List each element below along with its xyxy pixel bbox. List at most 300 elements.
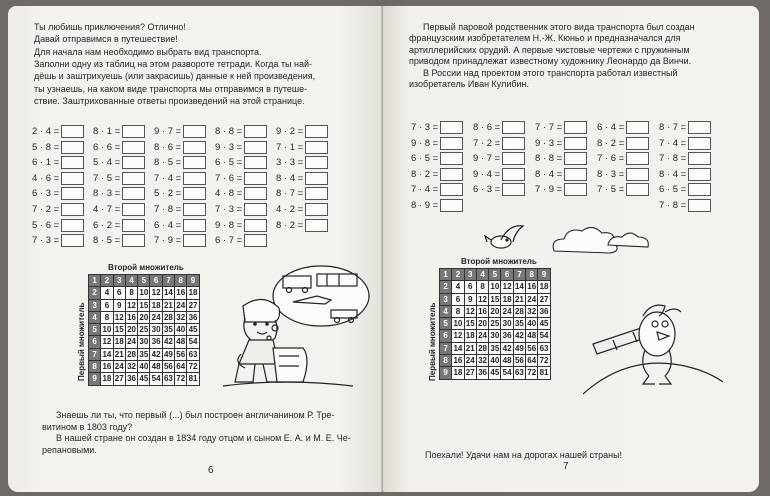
problem-text: 9 · 8 = <box>215 219 243 231</box>
problem-text: 8 · 5 = <box>154 157 182 169</box>
right-page <box>383 6 759 492</box>
table-cell[interactable]: 45 <box>139 374 149 384</box>
table-cell[interactable]: 32 <box>176 312 186 322</box>
problem-text: 6 · 1 = <box>32 157 60 169</box>
multiplication-problem <box>597 168 649 181</box>
answer-box[interactable] <box>564 168 587 181</box>
table-cell[interactable]: 28 <box>514 306 524 316</box>
table-cell[interactable]: 35 <box>514 319 524 329</box>
table-cell[interactable]: 8 <box>101 311 113 323</box>
table-cell: 1 <box>440 269 452 281</box>
table-cell[interactable]: 72 <box>539 356 549 366</box>
multiplication-problem <box>535 121 587 134</box>
table-cell: 2 <box>452 269 464 281</box>
table-row <box>89 373 200 385</box>
problem-text: 7 · 5 = <box>597 184 625 196</box>
table-cell[interactable]: 45 <box>490 368 500 378</box>
problem-text: 5 · 8 = <box>32 141 60 153</box>
multiplication-problem <box>276 219 328 232</box>
answer-box[interactable] <box>61 156 84 169</box>
table-cell[interactable]: 28 <box>127 349 136 359</box>
multiplication-problem <box>659 183 711 196</box>
table-cell[interactable]: 42 <box>151 349 161 359</box>
problem-text: 7 · 1 = <box>276 141 304 153</box>
table-cell[interactable]: 36 <box>188 312 198 322</box>
table-row <box>89 275 200 287</box>
answer-box[interactable] <box>122 141 145 154</box>
multiplication-problem <box>473 137 525 150</box>
answer-box[interactable] <box>564 121 587 134</box>
answer-box[interactable] <box>440 121 463 134</box>
table-cell[interactable]: 28 <box>478 343 487 353</box>
table-row <box>89 348 200 360</box>
right-bottom-text: Поехали! Удачи нам на дорогах нашей страны! <box>425 450 623 460</box>
table-cell[interactable]: 24 <box>151 312 161 322</box>
answer-box[interactable] <box>626 183 649 196</box>
answer-box[interactable] <box>502 168 525 181</box>
table-cell: 8 <box>89 361 101 373</box>
table-cell: 9 <box>187 275 199 287</box>
problem-text: 7 · 2 = <box>473 137 501 149</box>
answer-box[interactable] <box>688 152 711 165</box>
answer-box[interactable] <box>244 234 267 247</box>
answer-box[interactable] <box>305 172 328 185</box>
answer-box[interactable] <box>688 168 711 181</box>
problem-text: 8 · 9 = <box>411 199 439 211</box>
table-row <box>440 269 551 281</box>
text-line: ты узнаешь, на каком виде транспорта мы отправимся в путеше- <box>34 83 308 94</box>
table-cell[interactable]: 12 <box>102 337 112 347</box>
table-cell[interactable]: 35 <box>490 343 500 353</box>
multiplication-problem <box>93 141 145 154</box>
table-cell[interactable]: 27 <box>114 374 124 384</box>
table-cell[interactable]: 28 <box>163 312 173 322</box>
table-cell[interactable]: 12 <box>114 312 124 322</box>
answer-box[interactable] <box>61 141 84 154</box>
table-cell[interactable]: 40 <box>139 362 149 372</box>
answer-box[interactable] <box>61 234 84 247</box>
table-row <box>440 367 551 379</box>
table-cell[interactable]: 20 <box>478 319 487 329</box>
table-cell[interactable]: 35 <box>139 349 149 359</box>
table-cell[interactable]: 6 <box>452 293 464 305</box>
table-cell[interactable]: 24 <box>114 362 124 372</box>
table-cell[interactable]: 12 <box>465 306 475 316</box>
table-cell: 2 <box>89 287 101 299</box>
table-cell: 3 <box>440 293 452 305</box>
table-cell[interactable]: 64 <box>527 356 537 366</box>
table-cell[interactable]: 36 <box>539 306 549 316</box>
answer-box[interactable] <box>440 183 463 196</box>
table-cell[interactable]: 10 <box>102 325 112 335</box>
table-cell[interactable]: 18 <box>465 331 475 341</box>
table-cell[interactable]: 54 <box>151 374 161 384</box>
table-cell[interactable]: 56 <box>163 362 173 372</box>
multiplication-problem <box>154 234 206 247</box>
table-cell[interactable]: 27 <box>188 300 198 310</box>
multiplication-problem <box>154 141 206 154</box>
table-cell[interactable]: 20 <box>490 306 500 316</box>
table-cell[interactable]: 18 <box>102 374 112 384</box>
table-cell[interactable]: 40 <box>527 319 537 329</box>
table-cell[interactable]: 10 <box>490 282 500 292</box>
answer-box[interactable] <box>61 125 84 138</box>
table-cell[interactable]: 49 <box>163 349 173 359</box>
table-cell[interactable]: 4 <box>452 281 464 293</box>
table-cell[interactable]: 9 <box>113 299 125 311</box>
answer-box[interactable] <box>183 234 206 247</box>
table-cell[interactable]: 18 <box>151 300 161 310</box>
problem-text: 4 · 8 = <box>215 188 243 200</box>
table-cell[interactable]: 24 <box>465 356 475 366</box>
answer-box[interactable] <box>183 187 206 200</box>
answer-box[interactable] <box>440 168 463 181</box>
table-row <box>89 361 200 373</box>
table-cell[interactable]: 30 <box>502 319 512 329</box>
multiplication-problem <box>659 199 711 212</box>
table-cell: 5 <box>138 275 150 287</box>
multiplication-problem <box>276 125 328 138</box>
problem-text: 7 · 3 = <box>411 121 439 133</box>
table-cell[interactable]: 49 <box>514 343 524 353</box>
multiplication-problem <box>411 137 463 150</box>
answer-box[interactable] <box>122 156 145 169</box>
problem-text: 6 · 2 = <box>93 219 121 231</box>
problem-text: 4 · 6 = <box>32 172 60 184</box>
table-cell[interactable]: 25 <box>490 319 500 329</box>
table-cell[interactable]: 72 <box>527 368 537 378</box>
answer-box[interactable] <box>244 125 267 138</box>
table-cell[interactable]: 16 <box>453 356 463 366</box>
table-cell[interactable]: 72 <box>176 374 186 384</box>
multiplication-problem <box>597 183 649 196</box>
answer-box[interactable] <box>183 203 206 216</box>
table-cell[interactable]: 64 <box>176 362 186 372</box>
table-cell[interactable]: 24 <box>176 300 186 310</box>
table-cell[interactable]: 16 <box>127 312 136 322</box>
multiplication-problem <box>276 141 328 154</box>
table-cell: 3 <box>464 269 476 281</box>
table-cell[interactable]: 16 <box>478 306 487 316</box>
table-cell[interactable]: 4 <box>101 287 113 299</box>
table-cell: 4 <box>476 269 488 281</box>
answer-box[interactable] <box>502 137 525 150</box>
table-cell[interactable]: 32 <box>127 362 136 372</box>
table-cell: 7 <box>440 342 452 354</box>
multiplication-problem <box>215 234 267 247</box>
table-cell[interactable]: 24 <box>127 337 136 347</box>
multiplication-problem <box>32 187 84 200</box>
table-cell[interactable]: 10 <box>453 319 463 329</box>
answer-box[interactable] <box>564 183 587 196</box>
table-cell[interactable]: 18 <box>539 282 549 292</box>
answer-box[interactable] <box>183 172 206 185</box>
table-cell[interactable]: 20 <box>139 312 149 322</box>
text-line: артиллерийских орудий. А первые чистовые чертежи с пружинным <box>409 44 690 55</box>
multiplication-problem <box>154 203 206 216</box>
answer-box[interactable] <box>305 125 328 138</box>
table-cell[interactable]: 18 <box>114 337 124 347</box>
table-cell[interactable]: 14 <box>163 288 173 298</box>
table-cell[interactable]: 27 <box>465 368 475 378</box>
table-cell[interactable]: 42 <box>502 343 512 353</box>
answer-box[interactable] <box>564 152 587 165</box>
table-cell[interactable]: 48 <box>527 331 537 341</box>
table-row <box>440 305 551 317</box>
table-cell: 5 <box>89 324 101 336</box>
problem-text: 4 · 2 = <box>276 203 304 215</box>
answer-box[interactable] <box>502 183 525 196</box>
answer-box[interactable] <box>626 121 649 134</box>
table-cell[interactable]: 12 <box>478 294 487 304</box>
text-line: Ты любишь приключения? Отлично! <box>34 22 186 32</box>
table-cell[interactable]: 24 <box>478 331 487 341</box>
answer-box[interactable] <box>688 137 711 150</box>
table-cell[interactable]: 42 <box>163 337 173 347</box>
table-cell[interactable]: 15 <box>465 319 475 329</box>
table-cell[interactable]: 63 <box>539 343 549 353</box>
answer-box[interactable] <box>61 203 84 216</box>
table-cell[interactable]: 72 <box>188 362 198 372</box>
answer-box[interactable] <box>688 199 711 212</box>
answer-box[interactable] <box>122 125 145 138</box>
table-cell[interactable]: 15 <box>139 300 149 310</box>
table-cell[interactable]: 54 <box>188 337 198 347</box>
table-cell[interactable]: 40 <box>490 356 500 366</box>
answer-box[interactable] <box>122 203 145 216</box>
table-cell[interactable]: 16 <box>527 282 537 292</box>
boy-thinking-about-transport-illustration <box>213 256 373 396</box>
table-cell[interactable]: 16 <box>102 362 112 372</box>
multiplication-problem <box>597 121 649 134</box>
answer-box[interactable] <box>122 187 145 200</box>
table-cell[interactable]: 56 <box>527 343 537 353</box>
table-cell[interactable]: 42 <box>514 331 524 341</box>
table-cell: 3 <box>89 299 101 311</box>
table-cell[interactable]: 32 <box>527 306 537 316</box>
table-cell[interactable]: 48 <box>176 337 186 347</box>
answer-box[interactable] <box>61 172 84 185</box>
table-cell: 9 <box>440 367 452 379</box>
problem-text: 7 · 9 = <box>154 235 182 247</box>
table-cell[interactable]: 81 <box>539 368 549 378</box>
table-cell[interactable]: 18 <box>453 368 463 378</box>
table-cell[interactable]: 9 <box>464 293 476 305</box>
table-cell[interactable]: 48 <box>151 362 161 372</box>
left-table-side-title: Первый множитель <box>77 302 86 381</box>
problem-text: 8 · 3 = <box>597 168 625 180</box>
table-cell[interactable]: 35 <box>163 325 173 335</box>
table-cell[interactable]: 54 <box>502 368 512 378</box>
multiplication-problem <box>32 219 84 232</box>
answer-box[interactable] <box>244 187 267 200</box>
table-cell[interactable]: 63 <box>188 349 198 359</box>
problem-text: 8 · 6 = <box>473 121 501 133</box>
problem-text: 8 · 7 = <box>276 188 304 200</box>
answer-box[interactable] <box>626 168 649 181</box>
answer-box[interactable] <box>564 137 587 150</box>
multiplication-problem <box>535 152 587 165</box>
answer-box[interactable] <box>305 156 328 169</box>
table-cell[interactable]: 12 <box>502 282 512 292</box>
table-cell[interactable]: 45 <box>539 319 549 329</box>
table-cell[interactable]: 36 <box>151 337 161 347</box>
table-cell[interactable]: 20 <box>127 325 136 335</box>
multiplication-problem <box>32 172 84 185</box>
table-cell[interactable]: 36 <box>478 368 487 378</box>
multiplication-problem <box>473 152 525 165</box>
table-cell[interactable]: 6 <box>464 281 476 293</box>
table-cell[interactable]: 24 <box>502 306 512 316</box>
problem-text: 6 · 5 = <box>411 153 439 165</box>
table-cell[interactable]: 21 <box>465 343 475 353</box>
table-cell[interactable]: 21 <box>114 349 124 359</box>
table-cell[interactable]: 32 <box>478 356 487 366</box>
answer-box[interactable] <box>502 121 525 134</box>
answer-box[interactable] <box>122 172 145 185</box>
problem-text: 7 · 2 = <box>32 203 60 215</box>
table-cell[interactable]: 14 <box>514 282 524 292</box>
table-cell[interactable]: 15 <box>490 294 500 304</box>
table-cell[interactable]: 24 <box>527 294 537 304</box>
answer-box[interactable] <box>502 152 525 165</box>
table-cell[interactable]: 6 <box>101 299 113 311</box>
multiplication-problem <box>473 183 525 196</box>
table-cell[interactable]: 56 <box>514 356 524 366</box>
answer-box[interactable] <box>305 187 328 200</box>
table-row <box>440 355 551 367</box>
answer-box[interactable] <box>183 141 206 154</box>
table-cell: 1 <box>89 275 101 287</box>
table-cell[interactable]: 14 <box>453 343 463 353</box>
multiplication-problem <box>411 121 463 134</box>
table-cell[interactable]: 63 <box>163 374 173 384</box>
text-line: витином в 1803 году? <box>42 421 133 432</box>
problem-text: 7 · 5 = <box>93 172 121 184</box>
answer-box[interactable] <box>305 203 328 216</box>
table-cell[interactable]: 14 <box>102 349 112 359</box>
table-cell[interactable]: 8 <box>476 281 488 293</box>
table-cell[interactable]: 18 <box>502 294 512 304</box>
multiplication-problem <box>215 125 267 138</box>
answer-box[interactable] <box>61 187 84 200</box>
text-line: французским изобретателем Н.-Ж. Кюньо и предназначался для <box>409 33 681 44</box>
table-cell[interactable]: 63 <box>514 368 524 378</box>
table-cell[interactable]: 81 <box>188 374 198 384</box>
multiplication-problem <box>154 219 206 232</box>
table-cell[interactable]: 30 <box>490 331 500 341</box>
multiplication-problem <box>32 156 84 169</box>
problem-text: 5 · 2 = <box>154 188 182 200</box>
answer-box[interactable] <box>305 141 328 154</box>
answer-box[interactable] <box>122 234 145 247</box>
problem-text: 6 · 5 = <box>215 157 243 169</box>
table-cell[interactable]: 25 <box>139 325 149 335</box>
table-cell[interactable]: 10 <box>139 288 149 298</box>
problem-text: 8 · 7 = <box>659 121 687 133</box>
table-cell[interactable]: 8 <box>125 287 137 299</box>
answer-box[interactable] <box>626 137 649 150</box>
answer-box[interactable] <box>440 137 463 150</box>
table-cell[interactable]: 27 <box>539 294 549 304</box>
table-cell[interactable]: 12 <box>151 288 161 298</box>
answer-box[interactable] <box>688 121 711 134</box>
multiplication-problem <box>154 187 206 200</box>
multiplication-problem <box>659 137 711 150</box>
answer-box[interactable] <box>61 219 84 232</box>
table-cell[interactable]: 6 <box>113 287 125 299</box>
multiplication-problem <box>411 152 463 165</box>
table-cell[interactable]: 16 <box>176 288 186 298</box>
left-multiplication-table <box>88 274 200 386</box>
table-cell[interactable]: 30 <box>139 337 149 347</box>
table-cell[interactable]: 21 <box>514 294 524 304</box>
table-cell: 4 <box>89 311 101 323</box>
answer-box[interactable] <box>183 125 206 138</box>
answer-box[interactable] <box>244 172 267 185</box>
answer-box[interactable] <box>305 219 328 232</box>
table-cell[interactable]: 12 <box>453 331 463 341</box>
text-line: Давай отправимся в путешествие! <box>34 34 178 45</box>
answer-box[interactable] <box>244 156 267 169</box>
table-cell[interactable]: 48 <box>502 356 512 366</box>
table-cell[interactable]: 21 <box>163 300 173 310</box>
table-cell[interactable]: 56 <box>176 349 186 359</box>
multiplication-problem <box>215 203 267 216</box>
multiplication-problem <box>659 121 711 134</box>
answer-box[interactable] <box>626 152 649 165</box>
problem-text: 8 · 4 = <box>659 168 687 180</box>
answer-box[interactable] <box>183 156 206 169</box>
table-cell: 6 <box>89 336 101 348</box>
table-cell[interactable]: 12 <box>127 300 136 310</box>
table-cell: 2 <box>101 275 113 287</box>
problem-text: 7 · 8 = <box>659 199 687 211</box>
table-cell[interactable]: 36 <box>127 374 136 384</box>
answer-box[interactable] <box>183 219 206 232</box>
table-cell[interactable]: 54 <box>539 331 549 341</box>
answer-box[interactable] <box>244 219 267 232</box>
problem-text: 8 · 4 = <box>276 172 304 184</box>
problem-text: 6 · 4 = <box>597 121 625 133</box>
left-page <box>8 6 383 492</box>
text-line: Знаешь ли ты, что первый (...) был построен англичанином Р. Тре- <box>56 410 335 420</box>
table-cell[interactable]: 36 <box>502 331 512 341</box>
table-cell[interactable]: 30 <box>151 325 161 335</box>
answer-box[interactable] <box>440 199 463 212</box>
answer-box[interactable] <box>244 141 267 154</box>
table-row <box>89 311 200 323</box>
answer-box[interactable] <box>244 203 267 216</box>
bird-with-telescope-illustration <box>583 284 723 404</box>
table-cell[interactable]: 45 <box>188 325 198 335</box>
answer-box[interactable] <box>688 183 711 196</box>
multiplication-problem <box>154 172 206 185</box>
multiplication-problem <box>535 137 587 150</box>
table-cell[interactable]: 15 <box>114 325 124 335</box>
table-cell[interactable]: 18 <box>188 288 198 298</box>
problem-text: 8 · 2 = <box>276 219 304 231</box>
multiplication-problem <box>154 125 206 138</box>
table-cell[interactable]: 40 <box>176 325 186 335</box>
problem-text: 5 · 4 = <box>93 157 121 169</box>
answer-box[interactable] <box>440 152 463 165</box>
text-line: Первый паровой родственник этого вида транспорта был создан <box>423 22 695 32</box>
table-cell[interactable]: 8 <box>452 305 464 317</box>
problem-text: 7 · 9 = <box>535 184 563 196</box>
table-row <box>440 342 551 354</box>
answer-box[interactable] <box>122 219 145 232</box>
